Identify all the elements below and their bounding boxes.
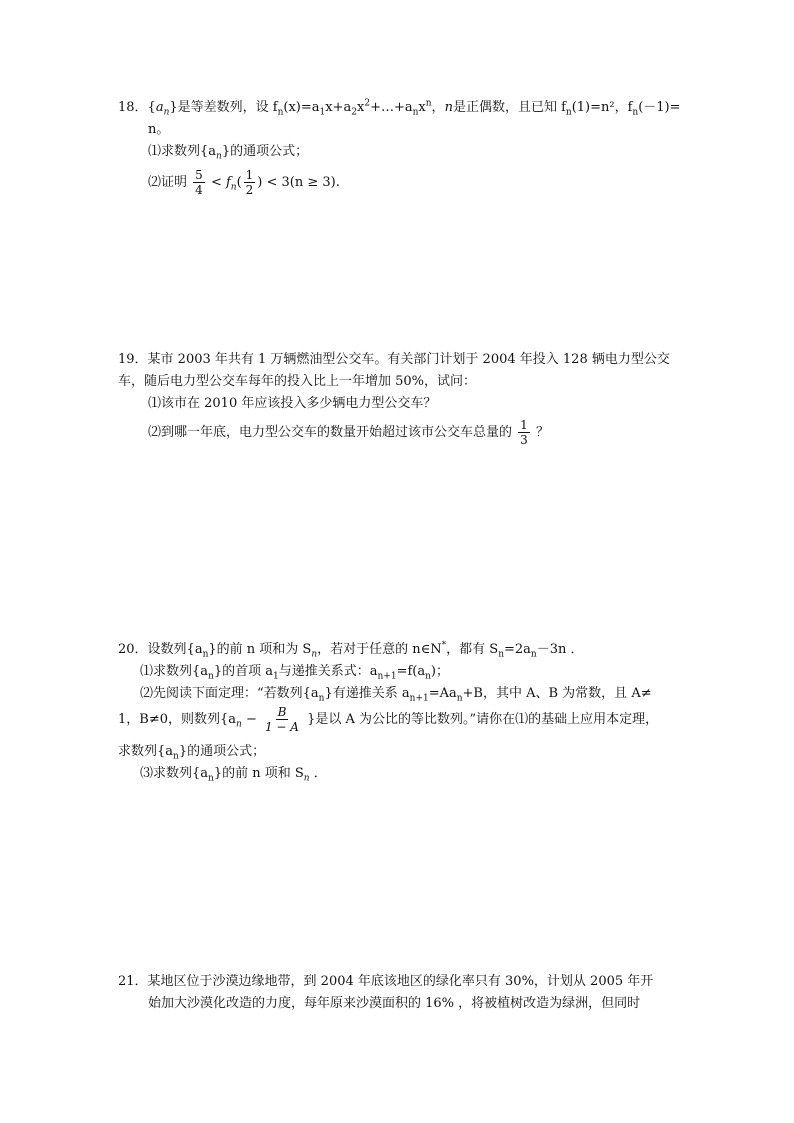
question-number: 18． xyxy=(118,100,148,115)
subscript: n xyxy=(277,107,284,118)
text: 1，B≠0，则数列{a xyxy=(118,712,237,727)
text: ． xyxy=(309,766,327,781)
text: 20．设数列{a xyxy=(118,642,203,657)
text: < f xyxy=(210,175,231,190)
denominator: 3 xyxy=(520,433,528,447)
var-a: a xyxy=(155,100,164,115)
q19-line2: 车，随后电力型公交车每年的投入比上一年增加 50%，试问： xyxy=(118,374,477,389)
text: 与递推关系式：a xyxy=(278,664,378,679)
text: ⑴求数列{a xyxy=(140,664,209,679)
var-n: n xyxy=(444,100,453,115)
q20-line1 xyxy=(118,640,583,660)
superscript: 2 xyxy=(364,98,371,109)
subscript: n xyxy=(236,719,242,730)
text: =f(a xyxy=(396,664,426,679)
denominator: 2 xyxy=(245,183,254,197)
subscript: n xyxy=(565,107,572,118)
text: 求数列{a xyxy=(118,744,174,759)
subscript: n xyxy=(173,751,179,762)
text: (－1)= xyxy=(638,100,681,115)
text: x+a xyxy=(325,100,352,115)
subscript: n xyxy=(216,151,222,162)
subscript: n xyxy=(208,773,214,784)
text: }有递推关系 a xyxy=(324,686,410,701)
text: { xyxy=(147,100,156,115)
text: ⑴求数列{a xyxy=(148,144,217,159)
text: ⑵到哪一年底，电力型公交车的数量开始超过该市公交车总量的 xyxy=(148,425,513,440)
q19-line1: 19．某市 2003 年共有 1 万辆燃油型公交车。有关部门计划于 2004 年投入 128 辆电力型公交 xyxy=(118,352,670,367)
numerator: 5 xyxy=(195,168,203,182)
text: ，都有 S xyxy=(446,642,499,657)
text: ？ xyxy=(535,425,549,440)
q19-sub1: ⑴该市在 2010 年应该投入多少辆电力型公交车？ xyxy=(148,396,437,411)
text: =Aa xyxy=(428,686,457,701)
text: ⑵先阅读下面定理：“若数列{a xyxy=(140,686,319,701)
subscript: n xyxy=(412,107,419,118)
denominator: 4 xyxy=(195,183,203,197)
text: }的通项公式； xyxy=(221,144,309,159)
q20-sub2-line3 xyxy=(118,742,265,762)
subscript: n xyxy=(202,649,209,660)
subscript: 1 xyxy=(272,671,279,682)
q21-line1: 21．某地区位于沙漠边缘地带，到 2004 年底该地区的绿化率只有 30%，计划从 2005 年开 xyxy=(118,974,654,989)
q20-sub2-line2 xyxy=(118,703,658,737)
subscript: n+1 xyxy=(377,671,397,682)
text: − xyxy=(241,712,257,727)
text: 是正偶数，且已知 f xyxy=(452,100,566,115)
fraction xyxy=(193,168,205,197)
text: +B，其中 A、B 为常数，且 A≠ xyxy=(462,686,652,701)
q20-sub1 xyxy=(140,662,449,682)
subscript: n xyxy=(425,671,431,682)
subscript: n xyxy=(311,649,318,660)
text: }的通项公式； xyxy=(178,744,266,759)
superscript: n xyxy=(425,98,432,109)
superscript: * xyxy=(441,640,447,651)
text: )； xyxy=(430,664,449,679)
text: ( xyxy=(236,175,242,190)
q20-sub3 xyxy=(140,764,327,784)
text: }的前 n 项和 S xyxy=(213,766,304,781)
text: }的首项 a xyxy=(213,664,273,679)
text: (1)=n²，f xyxy=(571,100,633,115)
subscript: n xyxy=(163,107,170,118)
q18-sub1 xyxy=(148,142,308,162)
text: (x)=a xyxy=(283,100,320,115)
q21-line2: 始加大沙漠化改造的力度，每年原来沙漠面积的 16% ，将被植树改造为绿洲，但同时 xyxy=(148,996,641,1011)
numerator: B xyxy=(277,705,287,719)
fraction xyxy=(263,705,301,734)
subscript: n xyxy=(632,107,639,118)
text: }是以 A 为公比的等比数列。”请你在⑴的基础上应用本定理， xyxy=(307,712,659,727)
q18-line2: n。 xyxy=(148,122,170,137)
subscript: 2 xyxy=(351,107,357,118)
subscript: n xyxy=(530,649,537,660)
text: +…+a xyxy=(370,100,413,115)
subscript: n+1 xyxy=(409,693,429,704)
text: =2a xyxy=(503,642,531,657)
subscript: n xyxy=(208,671,214,682)
subscript: n xyxy=(318,693,325,704)
fraction xyxy=(244,168,256,197)
text: ⑵证明 xyxy=(148,175,188,190)
q20-sub2-line1 xyxy=(140,684,652,704)
text: ，若对于任意的 n∈N xyxy=(317,642,442,657)
numerator: 1 xyxy=(520,418,528,432)
subscript: n xyxy=(456,693,463,704)
numerator: 1 xyxy=(245,168,254,182)
fraction xyxy=(518,418,530,447)
denominator: 1 − A xyxy=(264,720,299,734)
text: x xyxy=(418,100,426,115)
subscript: n xyxy=(230,182,237,193)
q19-sub2 xyxy=(148,418,549,448)
text: }的前 n 项和为 S xyxy=(208,642,312,657)
subscript: n xyxy=(303,773,310,784)
q18-line1 xyxy=(118,98,681,118)
text: ⑶求数列{a xyxy=(140,766,209,781)
subscript: 1 xyxy=(319,107,326,118)
text: －3n ． xyxy=(536,642,584,657)
text: }是等差数列，设 f xyxy=(169,100,278,115)
text: x xyxy=(356,100,365,115)
subscript: n xyxy=(498,649,504,660)
q18-sub2 xyxy=(148,168,340,198)
text: ， xyxy=(431,100,445,115)
text: ) < 3(n ≥ 3). xyxy=(257,175,340,190)
